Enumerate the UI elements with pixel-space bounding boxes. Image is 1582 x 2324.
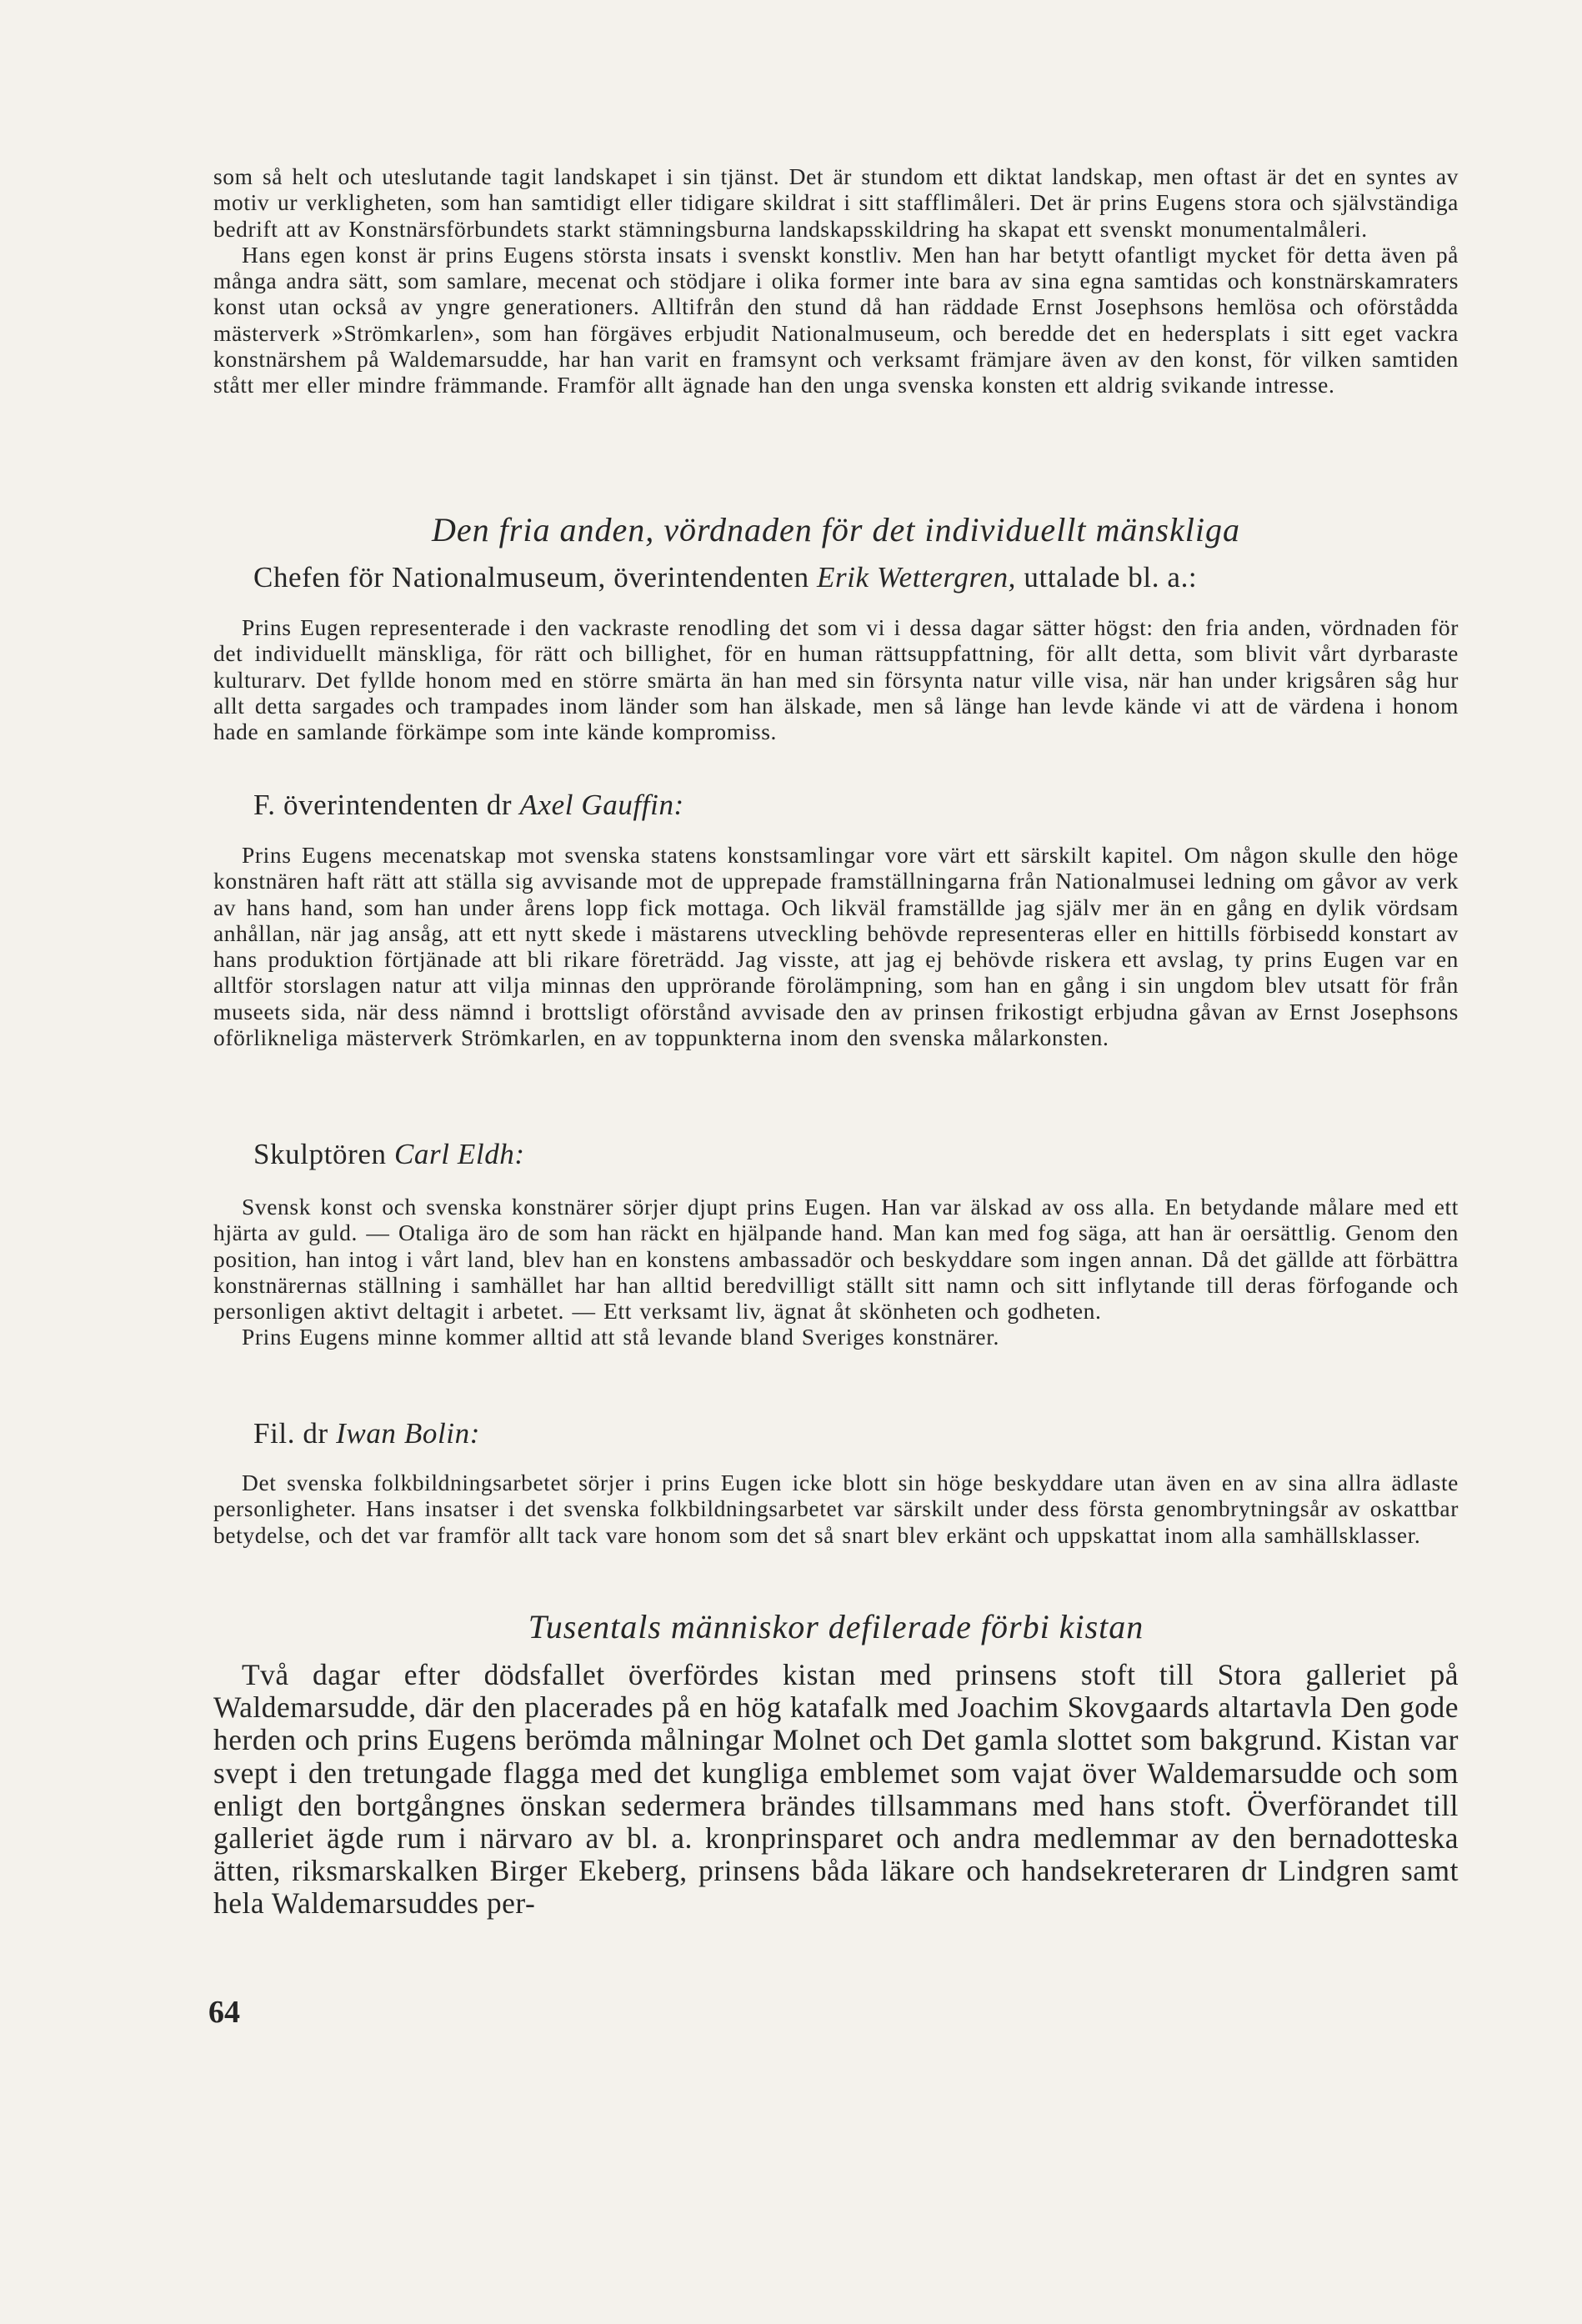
speaker-name: Erik Wettergren, — [817, 561, 1017, 594]
intro-text — [213, 163, 1459, 398]
speaker-name: Iwan Bolin: — [336, 1417, 480, 1450]
intro-paragraph-2: Hans egen konst är prins Eugens största insats i svenskt konstliv. Men han har betytt ofantligt mycket för detta även på många andra sätt, som samlare, mecenat och stödjare i olika former inte bara av sina egna samtidas och konstnärskamraters konst utan också av yngre generationers. Alltifrån den stund då han räddade Ernst Josephsons hemlösa och oförstådda mästerverk »Strömkarlen», som han förgäves erbjudit Nationalmuseum, och beredde det en hedersplats i sitt eget vackra konstnärshem på Waldemarsudde, har han varit en framsynt och verksamt främjare även av den konst, för vilken samtiden stått mer eller mindre främmande. Framför allt ägnade han den unga svenska konsten ett aldrig svikande intresse. — [213, 241, 1459, 398]
section-heading-1-wrap — [213, 510, 1459, 549]
speaker-line — [253, 789, 1459, 822]
quote-paragraph: Det svenska folkbildningsarbetet sörjer i prins Eugen icke blott sin höge beskyddare utan även en av sina allra ädlaste personligheter. Hans insatser i det svenska folkbildningsarbetet var särskilt under dess första genombrytningsår av oskattbar betydelse, och det var framför allt tack vare honom som det så snart blev erkänt och uppskattat inom alla samhällsklasser. — [213, 1470, 1459, 1548]
quote-paragraph: Prins Eugens mecenatskap mot svenska statens konstsamlingar vore värt ett särskilt kapitel. Om någon skulle den höge konstnären haft rätt att ställa sig avvisande mot de upprepade framställningarna från Nationalmusei ledning om gåvor av verk av hans hand, som han under årens lopp fick mottaga. Och likväl framställde jag själv mer än en gång en dylik vördsam anhållan, när jag ansåg, att ett nytt skede i mästarens utveckling behövde representeras eller en hittills förbisedd konstart av hans produktion förtjänade att bli rikare företrädd. Jag visste, att jag ej behövde riskera ett avslag, ty prins Eugen var en alltför storslagen natur att vilja minnas den upprörande förolämpning, som han en gång i sin ungdom blev utsatt för från museets sida, när dess nämnd i brottsligt oförstånd avvisade den av prinsen frikostigt erbjudna gåvan av Ernst Josephsons oförlikneliga mästerverk Strömkarlen, en av toppunkterna inom den svenska målarkonsten. — [213, 842, 1459, 1051]
section-heading-2: Tusentals människor defilerade förbi kistan — [528, 1608, 1144, 1645]
quote-eldh — [213, 1194, 1459, 1350]
quote-bolin — [213, 1470, 1459, 1548]
page-number: 64 — [208, 1995, 240, 2030]
speaker-gauffin — [213, 789, 1459, 822]
quote-paragraph: Svensk konst och svenska konstnärer sörjer djupt prins Eugen. Han var älskad av oss alla. En betydande målare med ett hjärta av guld. — Otaliga äro de som han räckt en hjälpande hand. Man kan med fog säga, att han är oersättlig. Genom den position, han intog i vårt land, blev han en konstens ambassadör och beskyddare som ingen annan. Då det gällde att förbättra konstnärernas ställning i samhället har han alltid beredvilligt ställt sitt namn och sitt inflytande till deras förfogande och personligen aktivt deltagit i arbetet. — Ett verksamt liv, ägnat åt skönheten och godheten. — [213, 1194, 1459, 1325]
speaker-line — [253, 1138, 1459, 1171]
intro-paragraph-1: som så helt och uteslutande tagit landskapet i sin tjänst. Det är stundom ett diktat landskap, men oftast är det en syntes av motiv ur verkligheten, som han samtidigt eller tidigare skildrat i sitt stafflimåleri. Det är prins Eugens stora och självständiga bedrift att av Konstnärsförbundets starkt stämningsburna landskapsskildring ha skapat ett svenskt monumentalmåleri. — [213, 163, 1459, 242]
body-paragraph: Två dagar efter dödsfallet överfördes kistan med prinsens stoft till Stora galleriet på Waldemarsudde, där den placerades på en hög katafalk med Joachim Skovgaards altartavla Den gode herden och prins Eugens berömda målningar Molnet och Det gamla slottet som bakgrund. Kistan var svept i den tretungade flagga med det kungliga emblemet som vajat över Waldemarsudde och som enligt den bortgångnes önskan sedermera brändes tillsammans med hans stoft. Överförandet till galleriet ägde rum i närvaro av bl. a. kronprinsparet och andra medlemmar av den bernadotteska ätten, riksmarskalken Birger Ekeberg, prinsens båda läkare och handsekreteraren dr Lindgren samt hela Waldemarsuddes per- — [213, 1658, 1459, 1921]
section-2-body — [213, 1659, 1459, 1921]
speaker-eldh — [213, 1138, 1459, 1171]
speaker-prefix: Fil. dr — [253, 1417, 337, 1450]
speaker-prefix: Skulptören — [253, 1138, 394, 1170]
speaker-prefix: Chefen för Nationalmuseum, överintendenten — [253, 561, 818, 594]
quote-gauffin — [213, 842, 1459, 1050]
section-heading-1: Den fria anden, vördnaden för det individuellt mänskliga — [432, 511, 1240, 548]
speaker-line — [253, 561, 1459, 594]
section-heading-2-wrap — [213, 1607, 1459, 1646]
speaker-line — [253, 1417, 1459, 1450]
speaker-wettergren — [213, 561, 1459, 594]
speaker-suffix: uttalade bl. a.: — [1016, 561, 1198, 594]
quote-paragraph: Prins Eugens minne kommer alltid att stå levande bland Sveriges konstnärer. — [242, 1324, 999, 1350]
speaker-name: Axel Gauffin: — [519, 789, 684, 821]
speaker-bolin — [213, 1417, 1459, 1450]
speaker-name: Carl Eldh: — [393, 1138, 525, 1170]
quote-wettergren — [213, 614, 1459, 744]
quote-paragraph: Prins Eugen representerade i den vackraste renodling det som vi i dessa dagar sätter högst: den fria anden, vördnaden för det individuellt mänskliga, för rätt och billighet, för en human rättsuppfattning, för allt detta, som blivit vårt dyrbaraste kulturarv. Det fyllde honom med en större smärta än han med sin försynta natur ville visa, när han under krigsåren såg hur allt detta sargades och trampades inom länder som han älskade, men så länge han levde kände vi att de värdena i honom hade en samlande förkämpe som inte kände kompromiss. — [213, 614, 1459, 745]
speaker-prefix: F. överintendenten dr — [253, 789, 520, 821]
